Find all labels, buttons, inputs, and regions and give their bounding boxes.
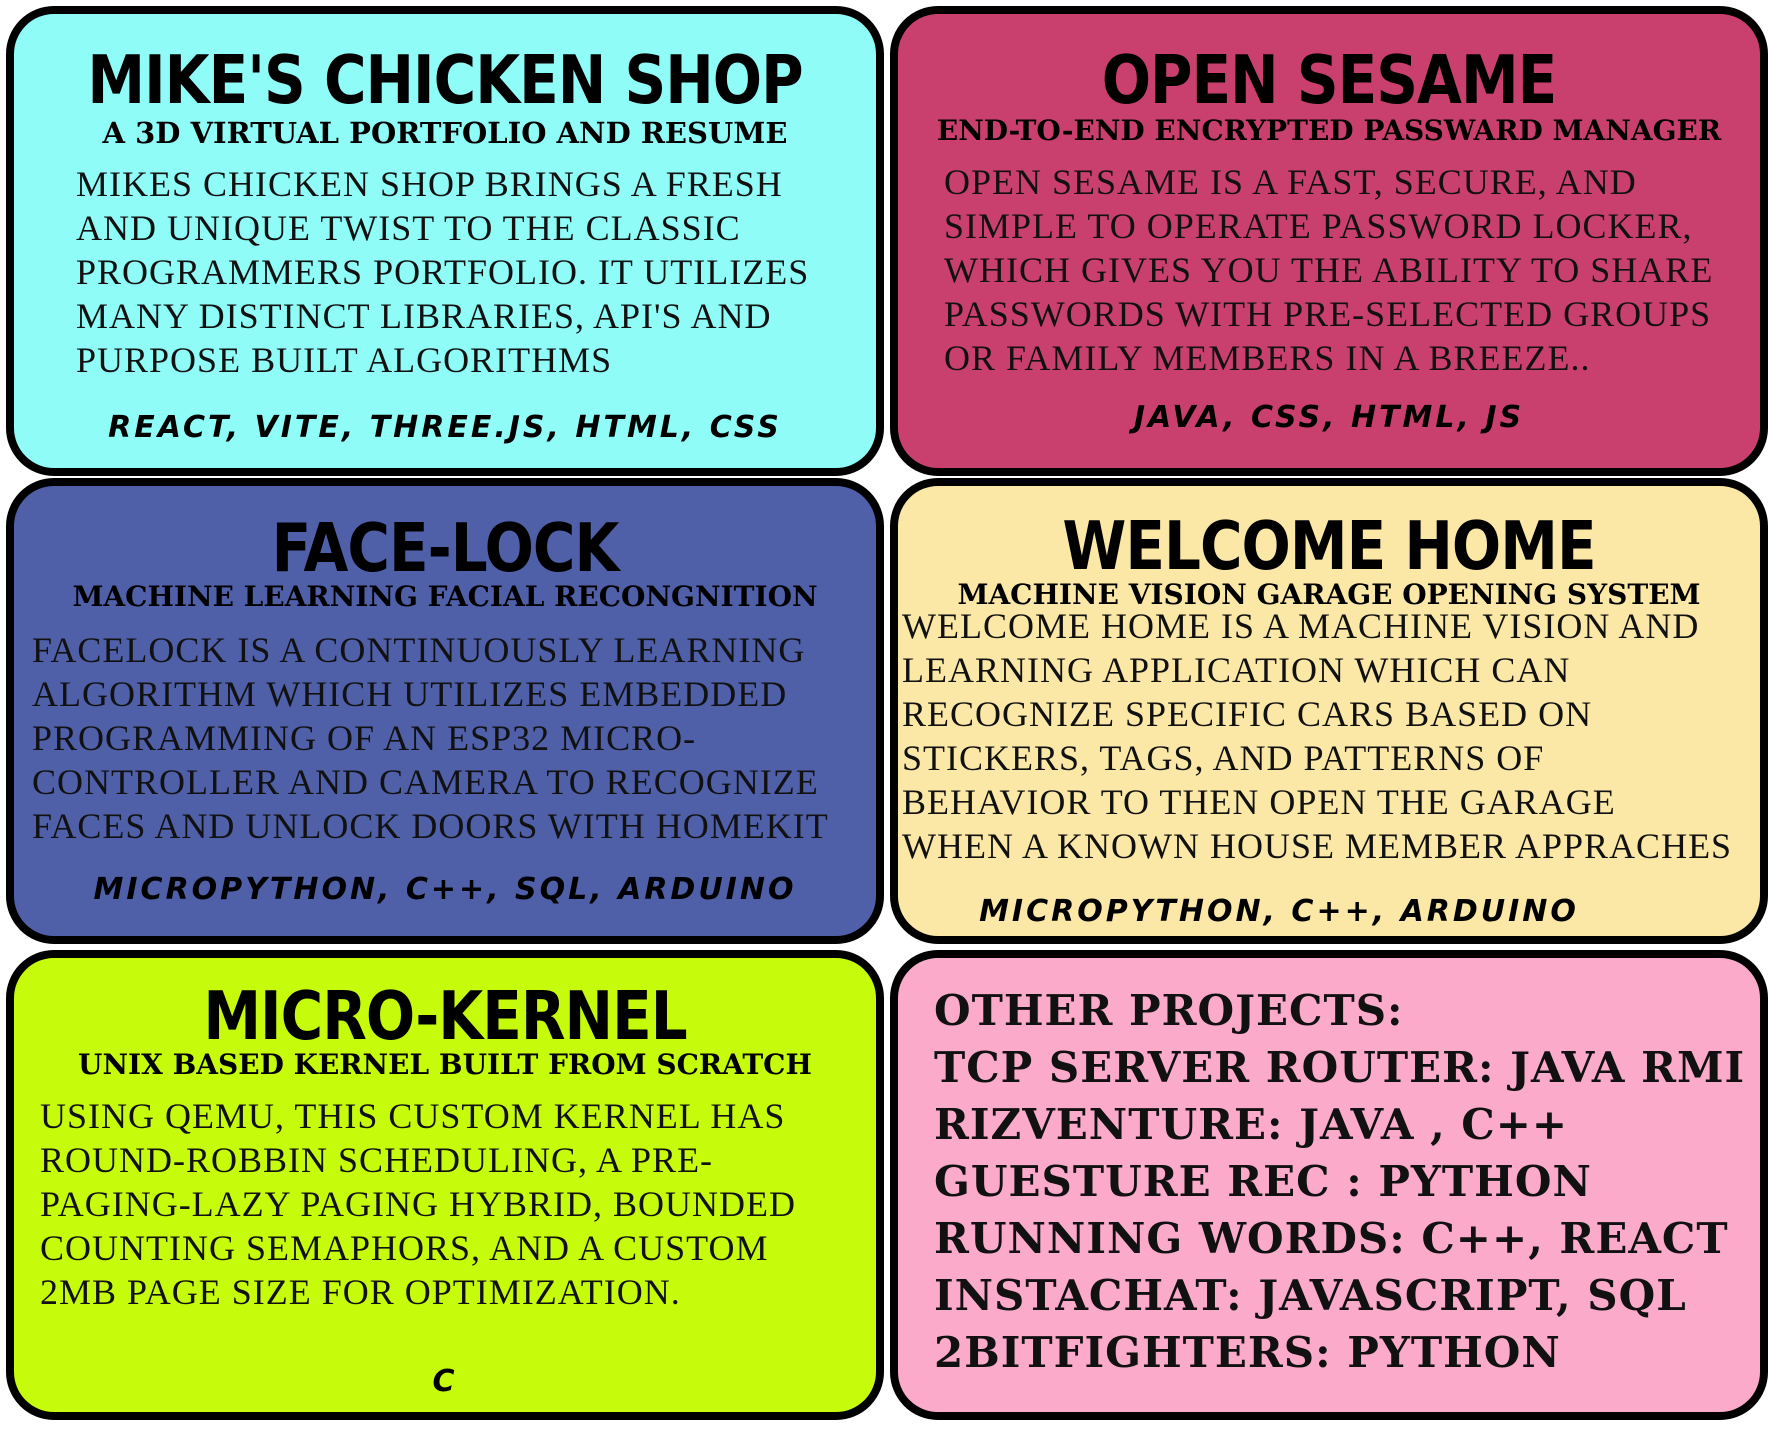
desc-line: AND UNIQUE TWIST TO THE CLASSIC — [76, 208, 741, 248]
desc-line: PROGRAMMERS PORTFOLIO. IT UTILIZES — [76, 252, 810, 292]
card-subtitle: MACHINE VISION GARAGE OPENING SYSTEM — [957, 578, 1701, 611]
card-subtitle: A 3D VIRTUAL PORTFOLIO AND RESUME — [102, 116, 788, 150]
desc-line: 2MB PAGE SIZE FOR OPTIMIZATION. — [40, 1272, 681, 1312]
desc-line: MIKES CHICKEN SHOP BRINGS A FRESH — [76, 164, 783, 204]
desc-line: SIMPLE TO OPERATE PASSWORD LOCKER, — [944, 206, 1693, 246]
desc-line: RECOGNIZE SPECIFIC CARS BASED ON — [902, 694, 1593, 734]
list-item: 2BITFIGHTERS: PYTHON — [934, 1328, 1561, 1377]
card-open-sesame — [890, 6, 1768, 476]
desc-line: PURPOSE BUILT ALGORITHMS — [76, 340, 613, 380]
card-tech-stack: REACT, VITE, THREE.JS, HTML, CSS — [108, 410, 782, 445]
desc-line: FACES AND UNLOCK DOORS WITH HOMEKIT — [32, 806, 829, 846]
desc-line: PROGRAMMING OF AN ESP32 MICRO- — [32, 718, 697, 758]
desc-line: WELCOME HOME IS A MACHINE VISION AND — [902, 606, 1700, 646]
list-item: GUESTURE REC : PYTHON — [934, 1157, 1592, 1206]
desc-line: PAGING-LAZY PAGING HYBRID, BOUNDED — [40, 1184, 797, 1224]
card-tech-stack: C — [432, 1364, 458, 1399]
card-tech-stack: MICROPYTHON, C++, SQL, ARDUINO — [93, 872, 797, 907]
list-item: INSTACHAT: JAVASCRIPT, SQL — [934, 1271, 1687, 1320]
desc-line: OR FAMILY MEMBERS IN A BREEZE.. — [944, 338, 1591, 378]
card-title: MIKE'S CHICKEN SHOP — [87, 40, 803, 120]
desc-line: COUNTING SEMAPHORS, AND A CUSTOM — [40, 1228, 769, 1268]
desc-line: MANY DISTINCT LIBRARIES, API'S AND — [76, 296, 772, 336]
card-title: WELCOME HOME — [1062, 506, 1596, 586]
card-face-lock — [6, 478, 884, 944]
card-description — [76, 162, 809, 382]
desc-line: USING QEMU, THIS CUSTOM KERNEL HAS — [40, 1096, 786, 1136]
desc-line: PASSWORDS WITH PRE-SELECTED GROUPS — [944, 294, 1712, 334]
desc-line: STICKERS, TAGS, AND PATTERNS OF — [902, 738, 1545, 778]
desc-line: BEHAVIOR TO THEN OPEN THE GARAGE — [902, 782, 1616, 822]
card-title: OPEN SESAME — [1101, 40, 1557, 120]
list-item: RIZVENTURE: JAVA , C++ — [934, 1100, 1569, 1149]
desc-line: FACELOCK IS A CONTINUOUSLY LEARNING — [32, 630, 806, 670]
card-subtitle: END-TO-END ENCRYPTED PASSWARD MANAGER — [936, 114, 1722, 147]
list-item: RUNNING WORDS: C++, REACT — [934, 1214, 1729, 1263]
card-description — [40, 1094, 796, 1314]
card-tech-stack: MICROPYTHON, C++, ARDUINO — [979, 894, 1579, 929]
other-projects-list — [934, 982, 1745, 1381]
desc-line: ALGORITHM WHICH UTILIZES EMBEDDED — [32, 674, 788, 714]
desc-line: CONTROLLER AND CAMERA TO RECOGNIZE — [32, 762, 819, 802]
other-projects-heading: OTHER PROJECTS: — [934, 986, 1404, 1035]
card-subtitle: MACHINE LEARNING FACIAL RECONGNITION — [72, 580, 818, 613]
card-description — [944, 160, 1713, 380]
card-chicken-shop — [6, 6, 884, 476]
card-tech-stack: JAVA, CSS, HTML, JS — [1133, 400, 1525, 435]
card-description — [32, 628, 829, 848]
card-description — [902, 604, 1732, 868]
card-title: FACE-LOCK — [271, 508, 619, 588]
desc-line: ROUND-ROBBIN SCHEDULING, A PRE- — [40, 1140, 714, 1180]
card-title: MICRO-KERNEL — [203, 976, 687, 1056]
desc-line: OPEN SESAME IS A FAST, SECURE, AND — [944, 162, 1637, 202]
desc-line: WHICH GIVES YOU THE ABILITY TO SHARE — [944, 250, 1714, 290]
list-item: TCP SERVER ROUTER: JAVA RMI — [934, 1043, 1746, 1092]
desc-line: WHEN A KNOWN HOUSE MEMBER APPRACHES — [902, 826, 1733, 866]
card-micro-kernel — [6, 950, 884, 1420]
card-subtitle: UNIX BASED KERNEL BUILT FROM SCRATCH — [78, 1048, 812, 1081]
desc-line: LEARNING APPLICATION WHICH CAN — [902, 650, 1571, 690]
card-welcome-home — [890, 478, 1768, 944]
card-other-projects — [890, 950, 1768, 1420]
